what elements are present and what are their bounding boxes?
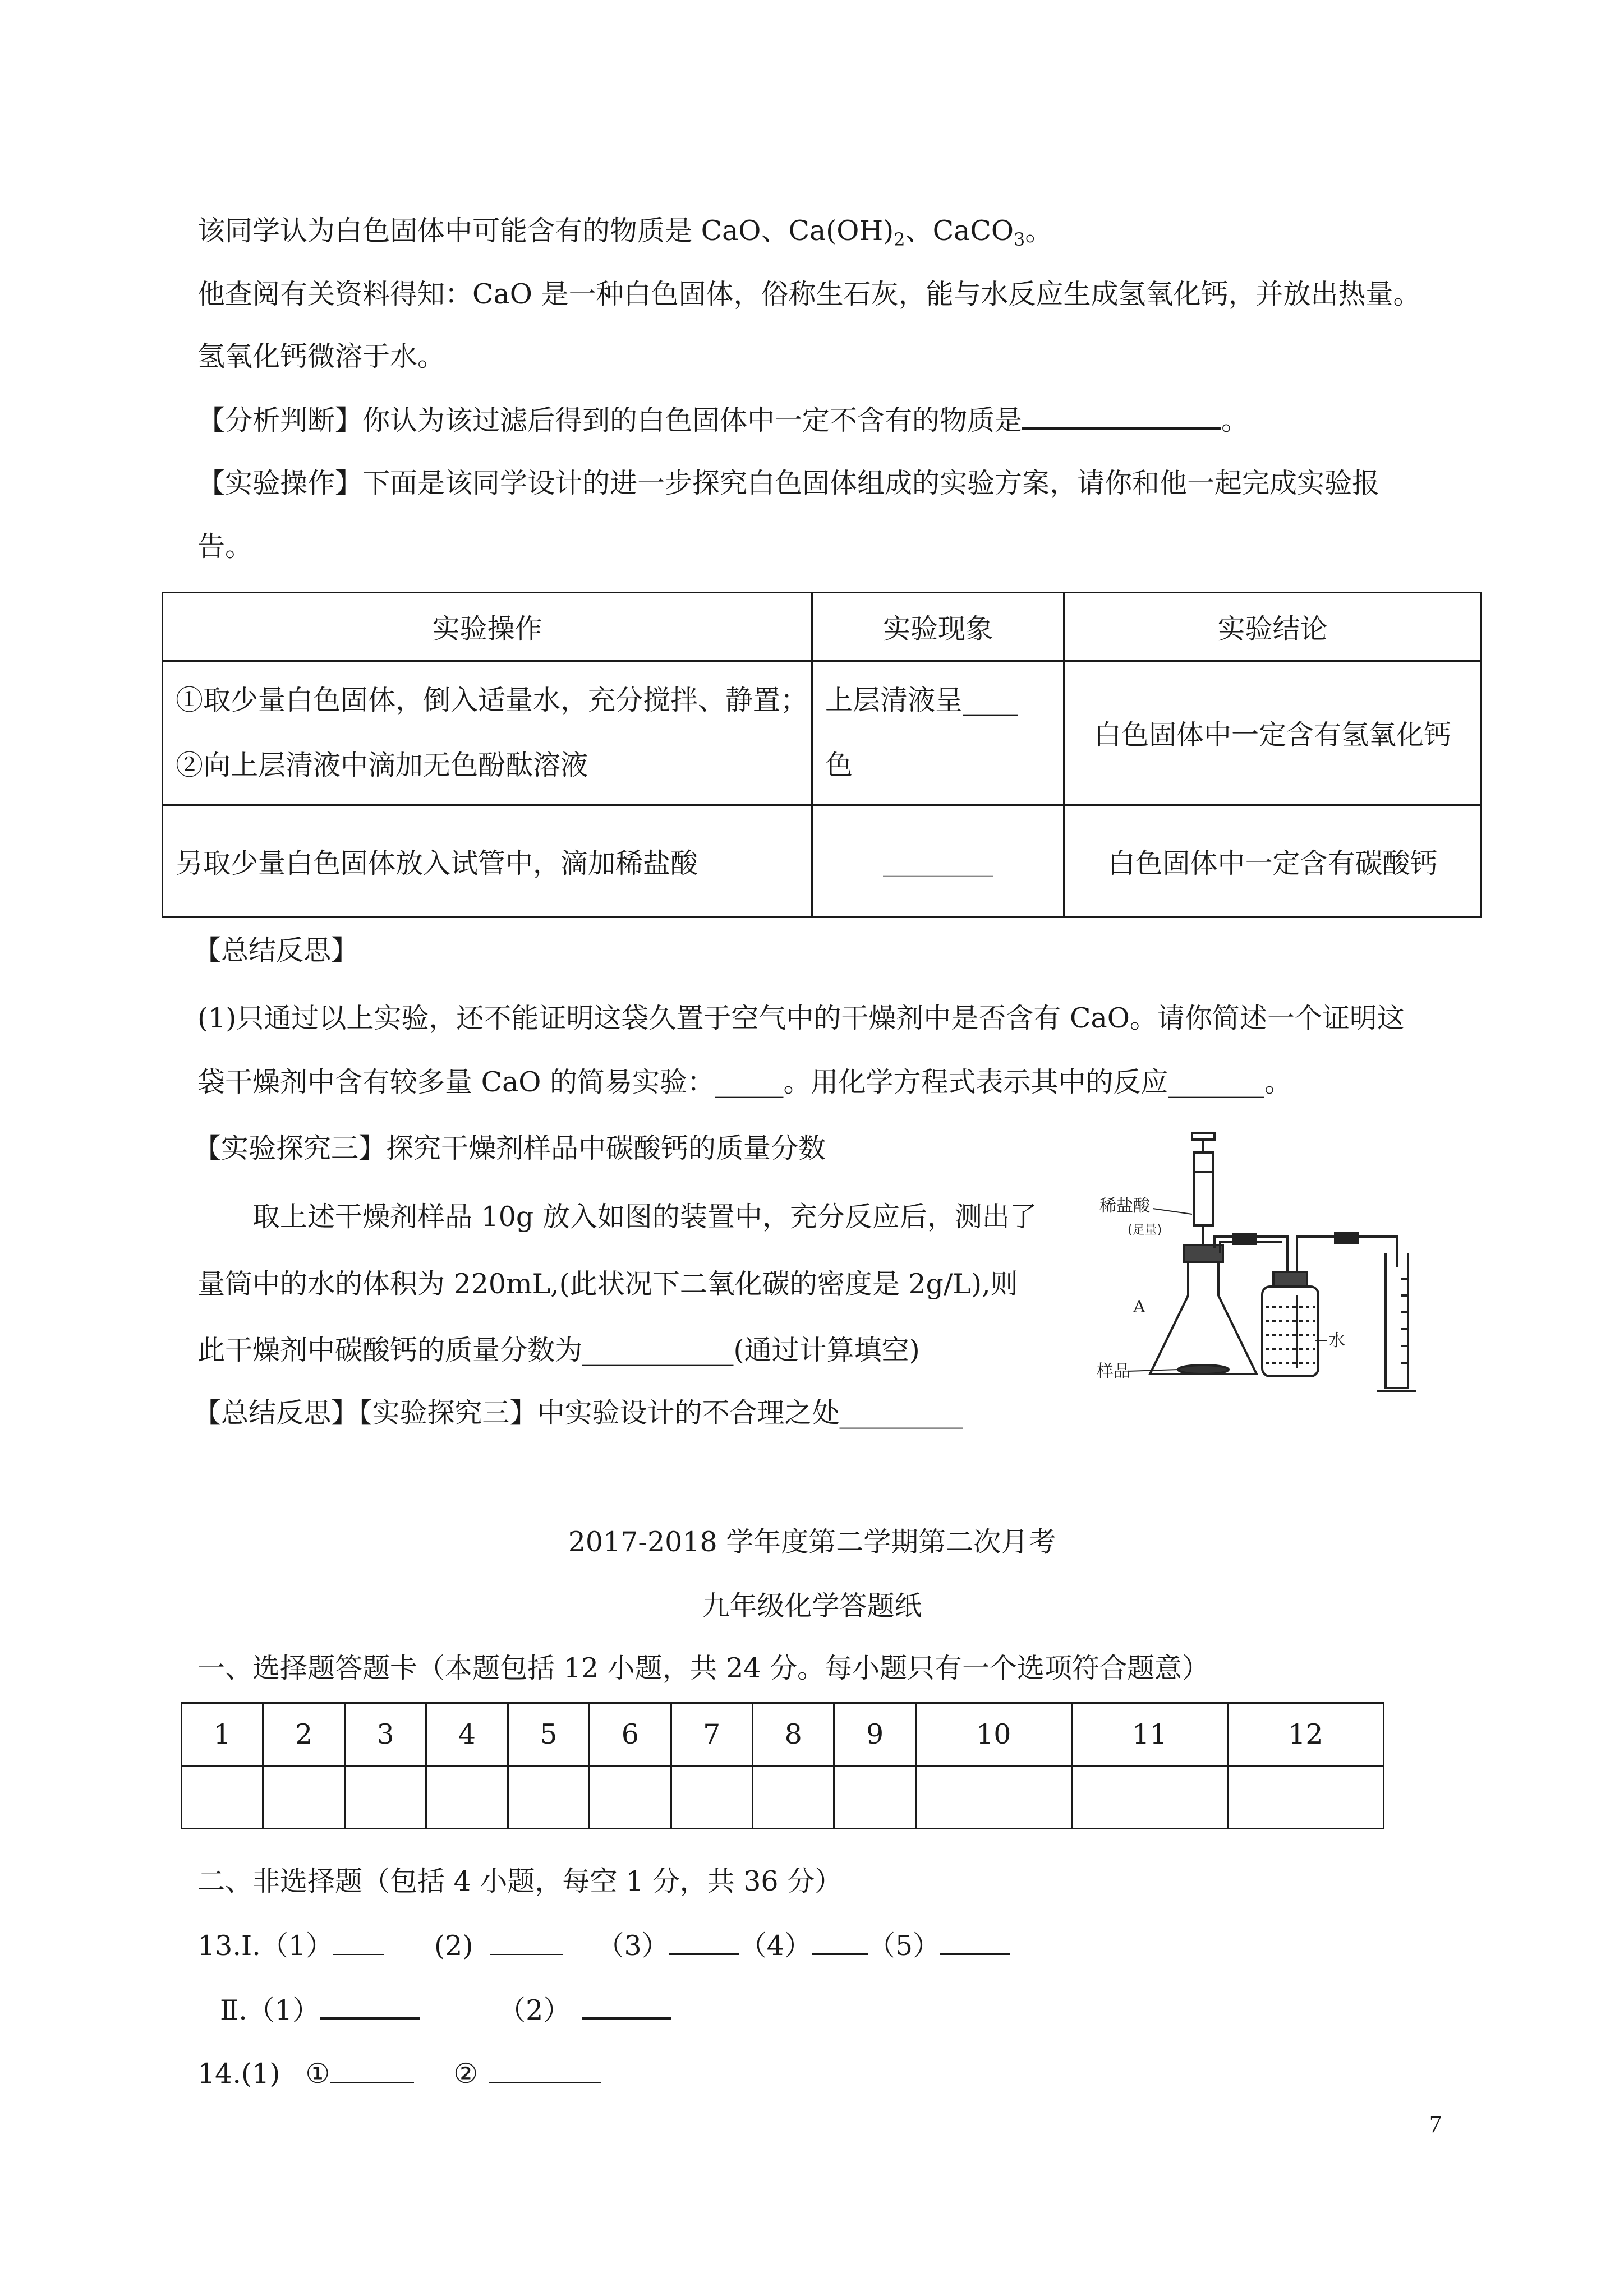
- label-water: 水: [1328, 1331, 1345, 1350]
- answer-blank[interactable]: _______: [1168, 1066, 1265, 1098]
- q13-part-1: [197, 1929, 1010, 1963]
- subscript: 2: [894, 229, 905, 250]
- text: 。用化学方程式表示其中的反应: [783, 1066, 1168, 1098]
- text: 【总结反思】【实验探究三】中实验设计的不合理之处: [194, 1397, 840, 1429]
- answer-cell[interactable]: [426, 1766, 508, 1829]
- answer-cell[interactable]: [1227, 1766, 1383, 1829]
- exp3-reflection: [194, 1396, 963, 1430]
- answer-blank[interactable]: [940, 1930, 1010, 1955]
- paragraph-possible-substances: [197, 214, 1052, 248]
- page-number: 7: [1429, 2110, 1442, 2138]
- label-acid-amount: (足量): [1128, 1223, 1162, 1237]
- answer-blank[interactable]: [489, 2059, 601, 2083]
- text: 。: [1221, 404, 1249, 436]
- text: 13.Ⅰ.（1）: [197, 1930, 334, 1962]
- paragraph-solubility: 氢氧化钙微溶于水。: [197, 340, 445, 372]
- exp3-line-3: [197, 1334, 920, 1367]
- answer-blank[interactable]: ____: [963, 684, 1018, 716]
- paragraph-cao-info: 他查阅有关资料得知：CaO 是一种白色固体，俗称生石灰，能与水反应生成氢氧化钙，并放出热量。: [197, 278, 1421, 310]
- answer-blank[interactable]: [490, 1931, 563, 1955]
- text: （3）: [596, 1930, 669, 1962]
- summary-line-2: [197, 1066, 1292, 1099]
- phenomenon-line-1: [825, 668, 1063, 733]
- text: Ⅱ.（1）: [220, 1994, 320, 2026]
- grid-number: 11: [1071, 1703, 1227, 1766]
- answer-cell[interactable]: [671, 1766, 752, 1829]
- paragraph-operation-1: 【实验操作】下面是该同学设计的进一步探究白色固体组成的实验方案，请你和他一起完成实验报: [197, 467, 1380, 499]
- text: ①: [305, 2058, 330, 2090]
- text: （5）: [867, 1930, 941, 1962]
- grid-number: 6: [590, 1703, 671, 1766]
- subscript: 3: [1014, 229, 1025, 250]
- summary-line-1: (1)只通过以上实验，还不能证明这袋久置于空气中的干燥剂中是否含有 CaO。请你简述一个证明这: [197, 1002, 1405, 1034]
- text: (2): [434, 1930, 473, 1962]
- label-acid: 稀盐酸: [1099, 1196, 1150, 1216]
- answer-blank[interactable]: [333, 1931, 384, 1955]
- answer-cell[interactable]: [344, 1766, 426, 1829]
- answer-cell[interactable]: [590, 1766, 671, 1829]
- answer-cell[interactable]: [834, 1766, 915, 1829]
- summary-title: 【总结反思】: [194, 934, 359, 966]
- answer-blank[interactable]: ___________: [582, 1334, 734, 1366]
- cell-phenomenon: [812, 661, 1064, 805]
- text: (通过计算填空): [733, 1334, 920, 1366]
- text: 【分析判断】你认为该过滤后得到的白色固体中一定不含有的物质是: [197, 404, 1023, 436]
- answer-cell[interactable]: [752, 1766, 834, 1829]
- answer-sheet-title-2: 九年级化学答题纸: [702, 1590, 922, 1622]
- answer-cell[interactable]: [915, 1766, 1071, 1829]
- grid-number: 5: [508, 1703, 589, 1766]
- header-conclusion: 实验结论: [1064, 593, 1482, 661]
- answer-blank[interactable]: [320, 1995, 420, 2020]
- grid-number: 2: [263, 1703, 344, 1766]
- header-operation: 实验操作: [163, 593, 812, 661]
- grid-number: 1: [182, 1703, 263, 1766]
- answer-blank[interactable]: [330, 2059, 414, 2083]
- q13-part-2: [220, 1994, 671, 2027]
- paragraph-operation-2: 告。: [197, 531, 253, 563]
- text: 。: [1264, 1066, 1292, 1098]
- operation-step-2: ②向上层清液中滴加无色酚酞溶液: [176, 749, 588, 781]
- grid-number: 3: [344, 1703, 426, 1766]
- answer-sheet-title-1: 2017-2018 学年度第二学期第二次月考: [568, 1526, 1056, 1558]
- q14: [197, 2057, 601, 2091]
- section-2-title: 二、非选择题（包括 4 小题，每空 1 分，共 36 分）: [197, 1865, 843, 1897]
- syringe-icon: [1192, 1133, 1214, 1245]
- bottle-icon: [1262, 1233, 1397, 1376]
- table-row: [163, 805, 1482, 918]
- exp3-line-1: 取上述干燥剂样品 10g 放入如图的装置中，充分反应后，测出了: [252, 1201, 1037, 1233]
- answer-blank[interactable]: _____: [715, 1066, 784, 1098]
- answer-blank[interactable]: [812, 1930, 868, 1955]
- cell-operation: 另取少量白色固体放入试管中，滴加稀盐酸: [163, 805, 812, 918]
- grid-number: 10: [915, 1703, 1071, 1766]
- cell-conclusion: 白色固体中一定含有氢氧化钙: [1064, 661, 1482, 805]
- answer-grid-inputs: [182, 1766, 1384, 1829]
- answer-blank[interactable]: [669, 1930, 739, 1955]
- table-header-row: [163, 593, 1482, 661]
- exp3-title: 【实验探究三】探究干燥剂样品中碳酸钙的质量分数: [194, 1132, 826, 1164]
- grid-number: 9: [834, 1703, 915, 1766]
- text: 14.(1): [197, 2058, 280, 2090]
- text: 该同学认为白色固体中可能含有的物质是 CaO、Ca(OH): [197, 215, 894, 247]
- text: （2）: [498, 1994, 571, 2026]
- text: （4）: [739, 1930, 812, 1962]
- experiment-table: [162, 592, 1482, 918]
- text: 此干燥剂中碳酸钙的质量分数为: [197, 1334, 583, 1366]
- answer-cell[interactable]: [508, 1766, 589, 1829]
- cell-operation: [163, 661, 812, 805]
- answer-cell[interactable]: [1071, 1766, 1227, 1829]
- text: ②: [453, 2058, 479, 2090]
- graduated-cylinder-icon: [1377, 1253, 1416, 1391]
- label-flask-a: A: [1133, 1297, 1145, 1317]
- answer-blank[interactable]: [1022, 405, 1221, 430]
- grid-number: 7: [671, 1703, 752, 1766]
- answer-cell[interactable]: [263, 1766, 344, 1829]
- label-sample: 样品: [1097, 1362, 1130, 1381]
- text: 、CaCO: [905, 215, 1014, 247]
- text: 上层清液呈: [825, 684, 963, 716]
- operation-step-1: ①取少量白色固体，倒入适量水，充分搅拌、静置；: [176, 684, 808, 716]
- apparatus-figure: [1094, 1127, 1442, 1408]
- paragraph-analysis: [197, 404, 1249, 437]
- phenomenon-line-2: 色: [825, 749, 853, 781]
- text: 袋干燥剂中含有较多量 CaO 的简易实验：: [197, 1066, 715, 1098]
- exp3-line-2: 量筒中的水的体积为 220mL,(此状况下二氧化碳的密度是 2g/L),则: [197, 1268, 1018, 1300]
- answer-grid: [181, 1702, 1384, 1829]
- table-row: [163, 661, 1482, 805]
- answer-grid-numbers: [182, 1703, 1384, 1766]
- flask-icon: [1150, 1245, 1257, 1374]
- answer-blank[interactable]: [582, 1995, 671, 2020]
- grid-number: 4: [426, 1703, 508, 1766]
- cell-conclusion: 白色固体中一定含有碳酸钙: [1064, 805, 1482, 918]
- answer-cell[interactable]: [182, 1766, 263, 1829]
- cell-phenomenon-blank[interactable]: ________: [812, 805, 1064, 918]
- text: 。: [1025, 215, 1053, 247]
- grid-number: 8: [752, 1703, 834, 1766]
- answer-blank[interactable]: _________: [839, 1397, 964, 1429]
- header-phenomenon: 实验现象: [812, 593, 1064, 661]
- section-1-title: 一、选择题答题卡（本题包括 12 小题，共 24 分。每小题只有一个选项符合题意）: [197, 1652, 1210, 1684]
- grid-number: 12: [1227, 1703, 1383, 1766]
